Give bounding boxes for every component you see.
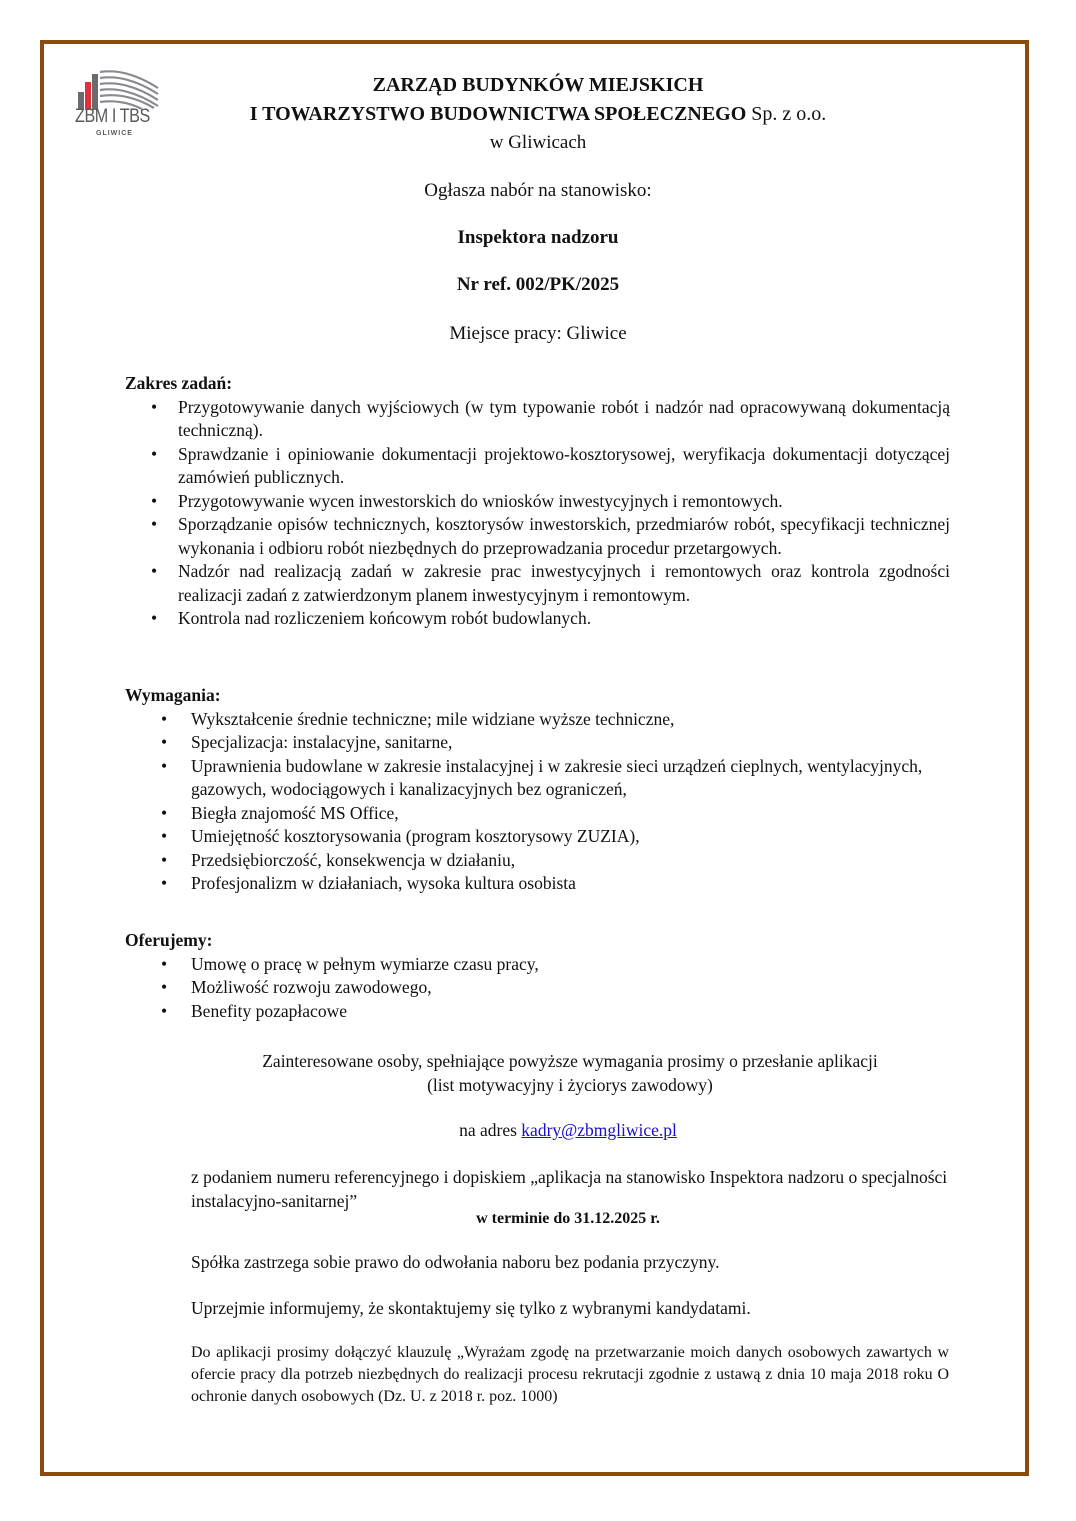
list-item: • Profesjonalizm w działaniach, wysoka kultura osobista <box>191 872 950 896</box>
announcement-intro: Ogłasza nabór na stanowisko: <box>424 180 652 201</box>
application-info <box>120 1049 1020 1097</box>
logo-city: GLIWICE <box>96 130 133 137</box>
deadline: w terminie do 31.12.2025 r. <box>476 1210 660 1227</box>
header-line-1: ZARZĄD BUDYNKÓW MIEJSKICH <box>372 74 704 96</box>
requirements-title: Wymagania: <box>125 685 221 705</box>
list-item: • Przedsiębiorczość, konsekwencja w działaniu, <box>191 849 950 873</box>
offer-section <box>125 929 950 1023</box>
list-item: • Specjalizacja: instalacyjne, sanitarne, <box>191 731 950 755</box>
offer-title: Oferujemy: <box>125 930 213 950</box>
gdpr-clause: Do aplikacji prosimy dołączyć klauzulę „Wyrażam zgodę na przetwarzanie moich danych osobowych zawartych w ofercie pracy dla potrzeb niezbędnych do realizacji procesu rekrutacji zgodnie z ustawą z dnia 10 maja 2018 roku O ochronie danych osobowych (Dz. U. z 2018 r. poz. 1000) <box>191 1344 949 1405</box>
list-item: • Nadzór nad realizacją zadań w zakresie prac inwestycyjnych i remontowych oraz kontrola zgodności realizacji zadań z zatwierdzonym planem inwestycyjnym i remontowym. <box>178 560 950 607</box>
list-item: • Przygotowywanie danych wyjściowych (w tym typowanie robót i nadzór nad opracowywaną dokumentacją techniczną). <box>178 396 950 443</box>
email-prefix: na adres <box>459 1120 522 1140</box>
reference-note: z podaniem numeru referencyjnego i dopiskiem „aplikacja na stanowisko Inspektora nadzoru o specjalności instalacyjno-sanitarnej” <box>191 1167 948 1211</box>
header-company-form: Sp. z o.o. <box>746 103 827 125</box>
requirements-section <box>125 684 950 896</box>
contact-note: Uprzejmie informujemy, że skontaktujemy się tylko z wybranymi kandydatami. <box>191 1298 751 1318</box>
reservation-note: Spółka zastrzega sobie prawo do odwołania naboru bez podania przyczyny. <box>191 1252 720 1272</box>
list-item: • Benefity pozapłacowe <box>191 1000 950 1024</box>
list-item: • Sprawdzanie i opiniowanie dokumentacji projektowo-kosztorysowej, weryfikacja dokumentacji dotyczącej zamówień publicznych. <box>178 443 950 490</box>
header-company-name: I TOWARZYSTWO BUDOWNICTWA SPOŁECZNEGO <box>249 103 747 125</box>
email-link[interactable]: kadry@zbmgliwice.pl <box>521 1120 677 1140</box>
work-location: Miejsce pracy: Gliwice <box>449 323 627 344</box>
list-item: • Umowę o pracę w pełnym wymiarze czasu pracy, <box>191 953 950 977</box>
tasks-section <box>125 372 950 631</box>
logo-name: ZBM I TBS <box>75 106 150 127</box>
offer-list <box>125 953 950 1024</box>
list-item: • Uprawnienia budowlane w zakresie instalacyjnej i w zakresie sieci urządzeń cieplnych, wentylacyjnych, gazowych, wodociągowych i kanalizacyjnych bez ograniczeń, <box>191 755 950 802</box>
email-line <box>50 1120 1076 1141</box>
list-item: • Kontrola nad rozliczeniem końcowym robót budowlanych. <box>178 607 950 631</box>
list-item: • Możliwość rozwoju zawodowego, <box>191 976 950 1000</box>
application-line-1: Zainteresowane osoby, spełniające powyższe wymagania prosimy o przesłanie aplikacji <box>262 1051 878 1071</box>
reference-number: Nr ref. 002/PK/2025 <box>456 274 620 295</box>
list-item: • Przygotowywanie wycen inwestorskich do wniosków inwestycyjnych i remontowych. <box>178 490 950 514</box>
tasks-list <box>125 396 950 631</box>
header-city: w Gliwicach <box>489 132 587 153</box>
list-item: • Sporządzanie opisów technicznych, kosztorysów inwestorskich, przedmiarów robót, specyfikacji technicznej wykonania i odbioru robót niezbędnych do przeprowadzania procedur przetargowych. <box>178 513 950 560</box>
list-item: • Umiejętność kosztorysowania (program kosztorysowy ZUZIA), <box>191 825 950 849</box>
position-title: Inspektora nadzoru <box>457 227 619 248</box>
application-line-2: (list motywacyjny i życiorys zawodowy) <box>427 1075 713 1095</box>
list-item: • Biegła znajomość MS Office, <box>191 802 950 826</box>
list-item: • Wykształcenie średnie techniczne; mile widziane wyższe techniczne, <box>191 708 950 732</box>
requirements-list <box>125 708 950 896</box>
header-line-2 <box>0 103 1076 126</box>
tasks-title: Zakres zadań: <box>125 373 233 393</box>
